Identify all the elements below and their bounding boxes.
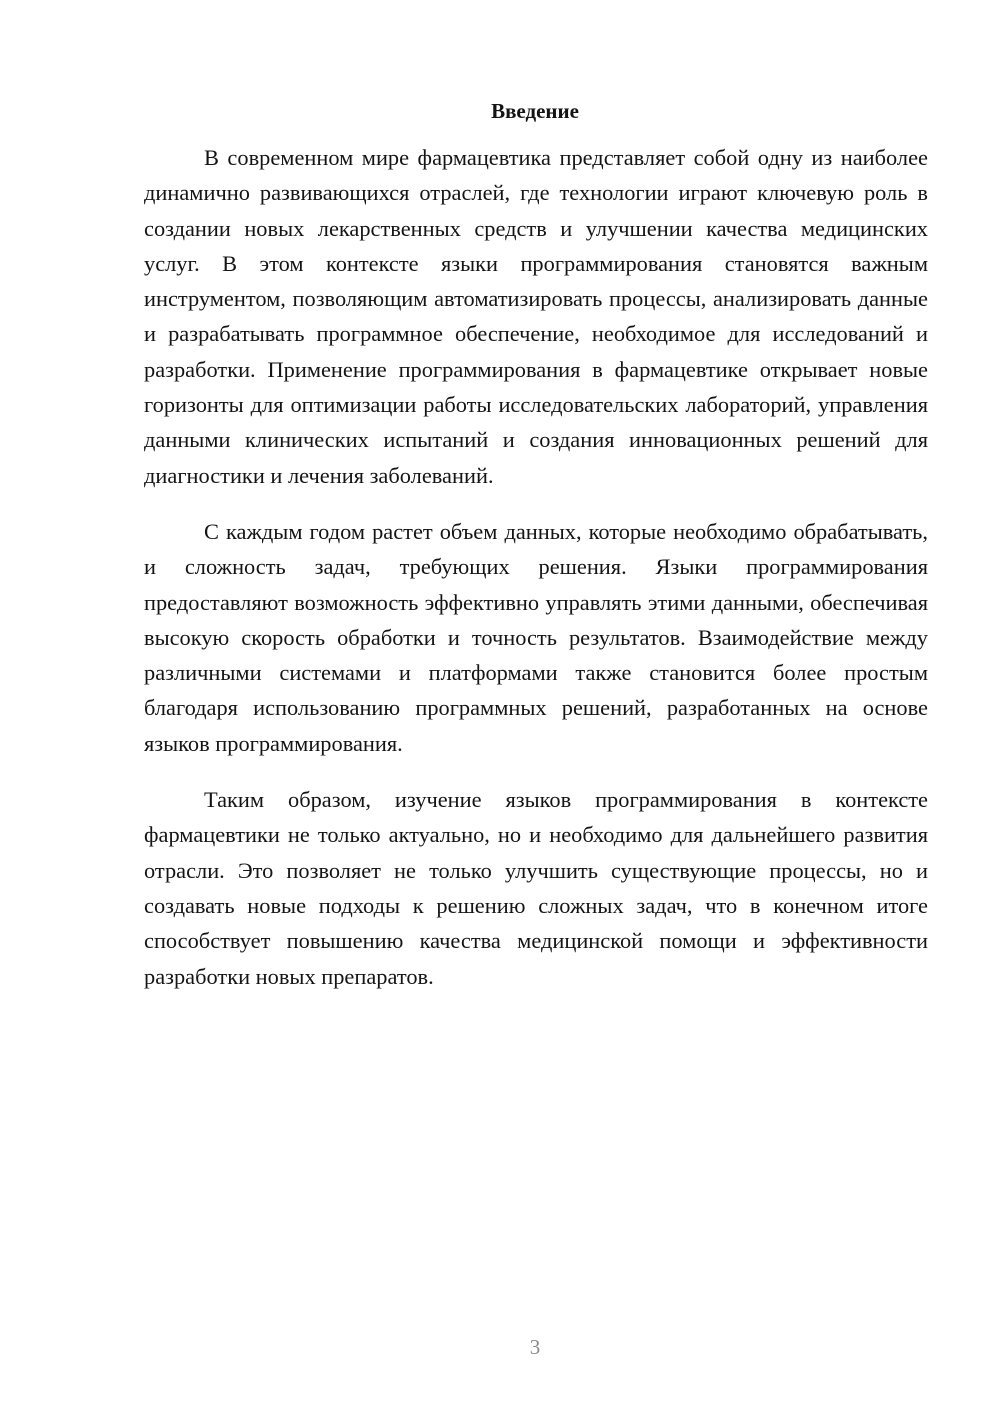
- body-text: [144, 140, 928, 994]
- page-number: 3: [529, 1335, 541, 1359]
- paragraph-data-growth: С каждым годом растет объем данных, которые необходимо обрабатывать, и сложность задач, требующих решения. Языки программирования предоставляют возможность эффективно управлять этими данными, обеспечивая высокую скорость обработки и точность результатов. Взаимодействие между различными системами и платформами также становится более простым благодаря использованию программных решений, разработанных на основе языков программирования.: [144, 518, 928, 756]
- paragraph-conclusion: Таким образом, изучение языков программирования в контексте фармацевтики не только актуально, но и необходимо для дальнейшего развития отрасли. Это позволяет не только улучшить существующие процессы, но и создавать новые подходы к решению сложных задач, что в конечном итоге способствует повышению качества медицинской помощи и эффективности разработки новых препаратов.: [144, 787, 928, 989]
- paragraph-intro: В современном мире фармацевтика представляет собой одну из наиболее динамично развивающихся отраслей, где технологии играют ключевую роль в создании новых лекарственных средств и улучшении качества медицинских услуг. В этом контексте языки программирования становятся важным инструментом, позволяющим автоматизировать процессы, анализировать данные и разрабатывать программное обеспечение, необходимое для исследований и разработки. Применение программирования в фармацевтике открывает новые горизонты для оптимизации работы исследовательских лабораторий, управления данными клинических испытаний и создания инновационных решений для диагностики и лечения заболеваний.: [144, 145, 928, 488]
- section-heading: Введение: [491, 99, 579, 123]
